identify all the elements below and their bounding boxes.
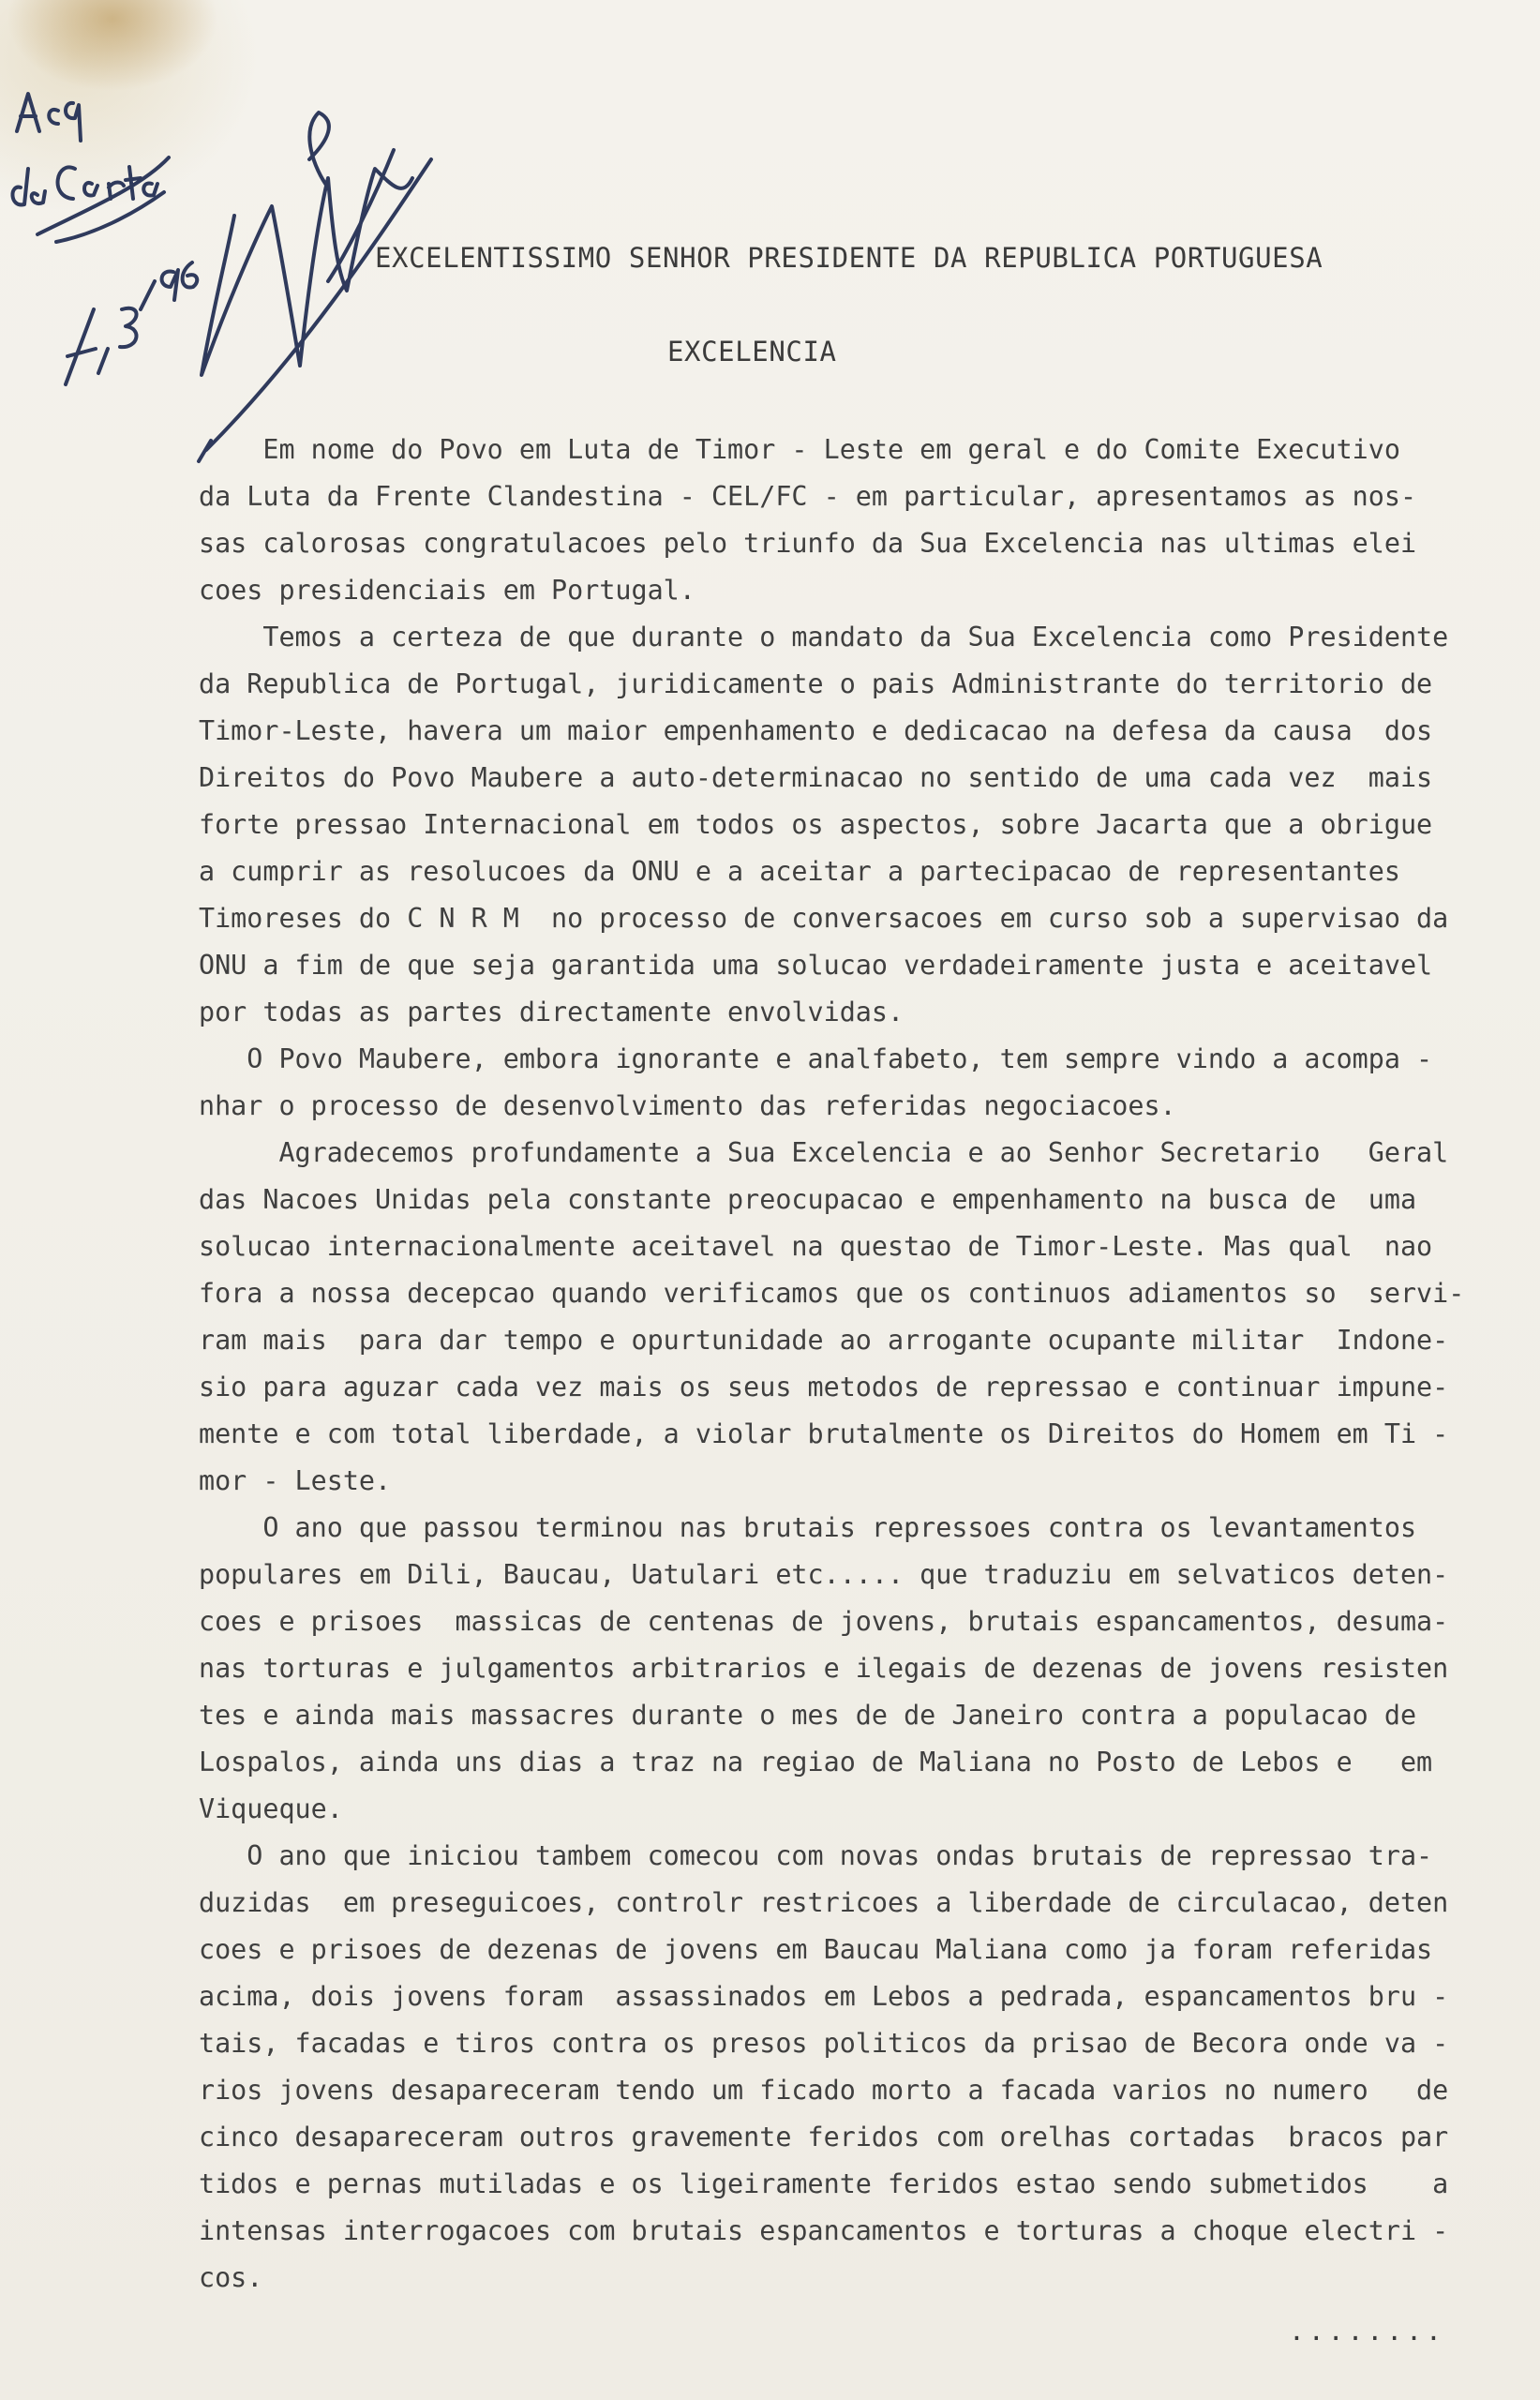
text-line: coes presidenciais em Portugal. xyxy=(199,575,695,606)
text-line: ram mais para dar tempo e opurtunidade ao arrogante ocupante militar Indone- xyxy=(199,1325,1449,1356)
text-line: sio para aguzar cada vez mais os seus metodos de repressao e continuar impune- xyxy=(199,1372,1449,1402)
text-line: Timor-Leste, havera um maior empenhamento e dedicacao na defesa da causa dos xyxy=(199,715,1433,746)
text-line: cos. xyxy=(199,2262,263,2293)
text-line: solucao internacionalmente aceitavel na questao de Timor-Leste. Mas qual nao xyxy=(199,1231,1433,1262)
letter-body xyxy=(199,427,1465,2302)
text-line: coes e prisoes massicas de centenas de jovens, brutais espancamentos, desuma- xyxy=(199,1606,1449,1637)
text-line: mor - Leste. xyxy=(199,1465,392,1496)
paragraph-povo-maubere xyxy=(199,1036,1433,1130)
text-line: sas calorosas congratulacoes pelo triunfo da Sua Excelencia nas ultimas elei xyxy=(199,528,1417,559)
text-line: Agradecemos profundamente a Sua Excelencia e ao Senhor Secretario Geral xyxy=(199,1137,1449,1168)
text-line: da Luta da Frente Clandestina - CEL/FC - em particular, apresentamos as nos- xyxy=(199,481,1417,512)
paragraph-congratulations xyxy=(199,427,1417,614)
text-line: Temos a certeza de que durante o mandato da Sua Excelencia como Presidente xyxy=(199,622,1449,652)
text-line: mente e com total liberdade, a violar brutalmente os Direitos do Homem em Ti - xyxy=(199,1418,1449,1449)
text-line: populares em Dili, Baucau, Uatulari etc..... que traduziu em selvaticos deten- xyxy=(199,1559,1449,1590)
text-line: Viqueque. xyxy=(199,1793,343,1824)
text-line: tidos e pernas mutiladas e os ligeiramente feridos estao sendo submetidos a xyxy=(199,2168,1449,2199)
text-line: O ano que passou terminou nas brutais repressoes contra os levantamentos xyxy=(199,1512,1417,1543)
text-line: nhar o processo de desenvolvimento das referidas negociacoes. xyxy=(199,1090,1176,1121)
text-line: coes e prisoes de dezenas de jovens em Baucau Maliana como ja foram referidas xyxy=(199,1934,1433,1965)
text-line: acima, dois jovens foram assassinados em Lebos a pedrada, espancamentos bru - xyxy=(199,1981,1449,2012)
text-line: tais, facadas e tiros contra os presos politicos da prisao de Becora onde va - xyxy=(199,2028,1449,2059)
text-line: Direitos do Povo Maubere a auto-determinacao no sentido de uma cada vez mais xyxy=(199,762,1433,793)
text-line: duzidas em preseguicoes, controlr restricoes a liberdade de circulacao, deten xyxy=(199,1887,1449,1918)
text-line: intensas interrogacoes com brutais espancamentos e torturas a choque electri - xyxy=(199,2215,1449,2246)
text-line: fora a nossa decepcao quando verificamos que os continuos adiamentos so servi- xyxy=(199,1278,1465,1309)
text-line: por todas as partes directamente envolvidas. xyxy=(199,997,905,1028)
text-line: cinco desapareceram outros gravemente feridos com orelhas cortadas bracos par xyxy=(199,2122,1449,2152)
paragraph-ano-passado xyxy=(199,1505,1449,1833)
text-line: Timoreses do C N R M no processo de conversacoes em curso sob a supervisao da xyxy=(199,903,1449,934)
text-line: ONU a fim de que seja garantida uma solucao verdadeiramente justa e aceitavel xyxy=(199,950,1433,981)
text-line: tes e ainda mais massacres durante o mes de de Janeiro contra a populacao de xyxy=(199,1700,1417,1731)
text-line: forte pressao Internacional em todos os aspectos, sobre Jacarta que a obrigue xyxy=(199,809,1433,840)
text-line: das Nacoes Unidas pela constante preocupacao e empenhamento na busca de uma xyxy=(199,1184,1417,1215)
text-line: rios jovens desapareceram tendo um ficado morto a facada varios no numero de xyxy=(199,2075,1449,2106)
paragraph-ano-iniciou xyxy=(199,1833,1449,2302)
text-line: Lospalos, ainda uns dias a traz na regiao de Maliana no Posto de Lebos e em xyxy=(199,1747,1433,1778)
paragraph-mandate xyxy=(199,614,1449,1036)
text-line: nas torturas e julgamentos arbitrarios e ilegais de dezenas de jovens resisten xyxy=(199,1653,1449,1684)
paragraph-agradecemos xyxy=(199,1130,1465,1505)
text-line: da Republica de Portugal, juridicamente o pais Administrante do territorio de xyxy=(199,668,1433,699)
document-title: EXCELENTISSIMO SENHOR PRESIDENTE DA REPUBLICA PORTUGUESA xyxy=(375,242,1323,274)
text-line: O ano que iniciou tambem comecou com novas ondas brutais de repressao tra- xyxy=(199,1840,1433,1871)
text-line: a cumprir as resolucoes da ONU e a aceitar a partecipacao de representantes xyxy=(199,856,1400,887)
text-line: O Povo Maubere, embora ignorante e analfabeto, tem sempre vindo a acompa - xyxy=(199,1043,1433,1074)
text-line: Em nome do Povo em Luta de Timor - Leste em geral e do Comite Executivo xyxy=(199,434,1400,465)
continuation-marker: ........ xyxy=(1289,2316,1445,2347)
salutation: EXCELENCIA xyxy=(667,336,837,368)
